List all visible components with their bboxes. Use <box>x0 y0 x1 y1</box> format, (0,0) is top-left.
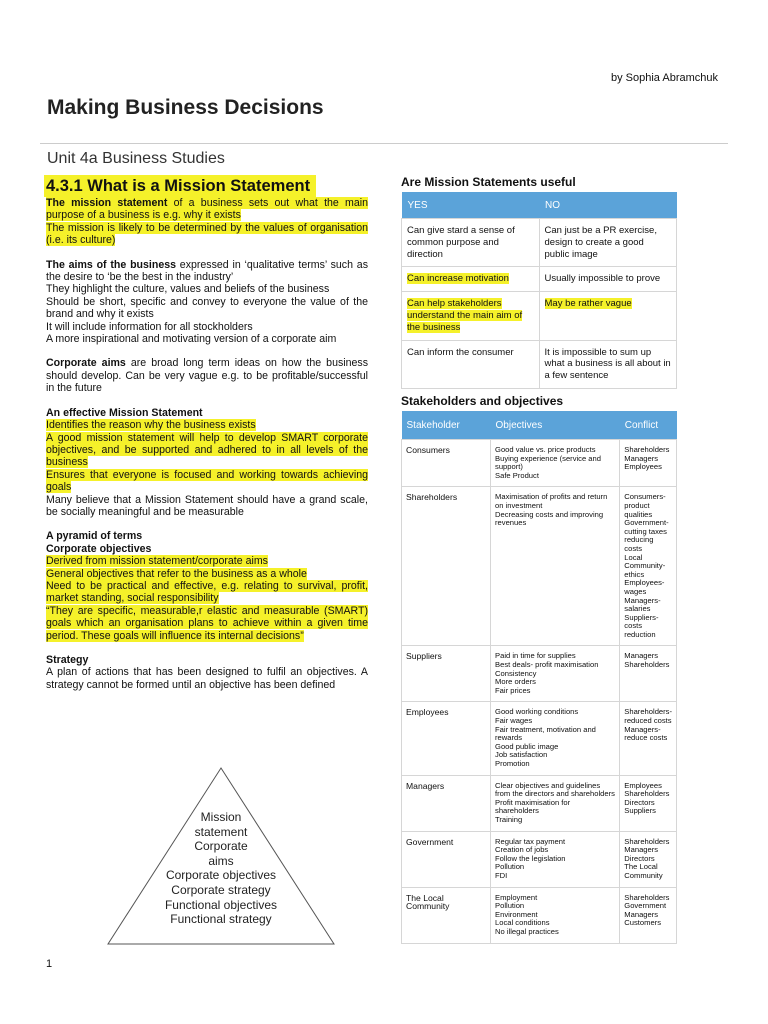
stakeholder-name: The Local Community <box>402 887 491 943</box>
pyramid-label: Corporate objectives <box>165 868 277 883</box>
pyramid-label: Corporate <box>194 839 248 854</box>
usefulness-yes-cell: Can inform the consumer <box>402 340 540 388</box>
cell-line: No illegal practices <box>495 926 559 936</box>
usefulness-no-cell: Usually impossible to prove <box>539 267 677 292</box>
unit-subtitle: Unit 4a Business Studies <box>47 150 225 167</box>
cell-line: Good working conditions <box>495 707 579 717</box>
usefulness-yes-cell: Can increase motivation <box>402 267 540 292</box>
stakeholder-conflict <box>620 702 677 775</box>
stakeholder-objectives <box>491 487 620 646</box>
cell-line: Pollution <box>495 901 525 911</box>
cell-line: Customers <box>624 918 662 928</box>
cell-line: Training <box>495 814 523 824</box>
cell-line: Profit maximisation for shareholders <box>495 797 571 816</box>
usefulness-row <box>402 219 677 267</box>
stakeholders-heading: Stakeholders and objectives <box>401 394 564 408</box>
stakeholder-name: Consumers <box>402 440 491 487</box>
stakeholder-conflict <box>620 887 677 943</box>
mission-definition: The mission statement of a business sets out what the main purpose of a business is e.g. why it exists <box>46 197 368 222</box>
cell-line: Employees <box>624 780 662 790</box>
stakeholder-objectives <box>491 887 620 943</box>
cell-line: Shareholders <box>624 789 670 799</box>
pyramid-label: Functional strategy <box>170 912 272 927</box>
stakeholder-objectives <box>491 831 620 887</box>
aims-line: Should be short, specific and convey to everyone the value of the brand and why it exists <box>46 295 368 321</box>
corporate-objectives-heading: Corporate objectives <box>46 542 152 555</box>
corporate-aims-definition: Corporate aims are broad long term ideas on how the business should develop. Can be very vague e.g. to be profitable/successful in the future <box>46 357 368 395</box>
effective-point: Identifies the reason why the business exists <box>46 419 256 432</box>
cell-line: Suppliers <box>624 806 656 816</box>
usefulness-no-cell: May be rather vague <box>539 292 677 340</box>
cell-line: Shareholders <box>624 445 670 454</box>
section-title: 4.3.1 What is a Mission Statement <box>44 175 316 197</box>
cell-line: Managers <box>624 453 659 463</box>
cell-line: Managers <box>624 909 659 919</box>
stakeholder-name: Shareholders <box>402 487 491 646</box>
stakeholder-conflict <box>620 775 677 831</box>
cell-line: Creation of jobs <box>495 845 549 855</box>
col-no: NO <box>539 192 677 219</box>
col-stakeholder: Stakeholder <box>402 411 491 440</box>
cell-line: Best deals- profit maximisation <box>495 660 599 670</box>
stakeholder-row <box>402 702 677 775</box>
pyramid-label: aims <box>208 853 234 868</box>
cell-line: Safe Product <box>495 470 539 480</box>
cell-line: Shareholders <box>624 660 670 670</box>
page-title: Making Business Decisions <box>47 96 324 119</box>
cell-line: FDI <box>495 870 508 880</box>
effective-point: A good mission statement will help to develop SMART corporate objectives, and be supported and adhered to in all levels of the business <box>46 431 368 469</box>
corporate-objectives-point: General objectives that refer to the business as a whole <box>46 567 307 580</box>
usefulness-row <box>402 267 677 292</box>
stakeholder-row <box>402 646 677 702</box>
stakeholder-conflict <box>620 831 677 887</box>
usefulness-yes-cell: Can give stard a sense of common purpose and direction <box>402 219 540 267</box>
cell-line: Managers <box>624 651 659 661</box>
col-conflict: Conflict <box>620 411 677 440</box>
usefulness-section <box>401 175 677 389</box>
cell-line: Job satisfaction <box>495 750 548 760</box>
cell-line: Fair prices <box>495 685 531 695</box>
effective-heading: An effective Mission Statement <box>46 406 203 419</box>
cell-line: Shareholders- reduced costs <box>624 707 672 726</box>
stakeholder-objectives <box>491 440 620 487</box>
pyramid-heading: A pyramid of terms <box>46 530 143 543</box>
stakeholder-name: Suppliers <box>402 646 491 702</box>
stakeholder-conflict <box>620 646 677 702</box>
stakeholder-objectives <box>491 775 620 831</box>
cell-line: Consumers- product qualities <box>624 492 666 519</box>
aims-line: They highlight the culture, values and beliefs of the business <box>46 283 330 296</box>
stakeholder-conflict <box>620 440 677 487</box>
usefulness-no-cell: Can just be a PR exercise, design to create a good public image <box>539 219 677 267</box>
author-byline: by Sophia Abramchuk <box>610 72 718 84</box>
cell-line: Managers- reduce costs <box>624 724 668 743</box>
stakeholder-row <box>402 487 677 646</box>
pyramid-labels <box>131 810 311 927</box>
cell-line: Suppliers- costs reduction <box>624 612 659 639</box>
mission-values: The mission is likely to be determined by the values of organisation (i.e. its culture) <box>46 221 368 247</box>
aims-definition: The aims of the business expressed in ‘qualitative terms’ such as the desire to ‘be the best in the industry’ <box>46 258 368 284</box>
cell-line: Local conditions <box>495 918 550 928</box>
pyramid-label: Corporate strategy <box>171 882 271 897</box>
stakeholder-objectives <box>491 646 620 702</box>
cell-line: Directors <box>624 853 655 863</box>
cell-line: Good value vs. price products <box>495 445 596 454</box>
stakeholder-row <box>402 775 677 831</box>
cell-line: Local Community- ethics <box>624 552 666 579</box>
cell-line: Maximisation of profits and return on investment <box>495 492 608 510</box>
strategy-definition: A plan of actions that has been designed to fulfil an objectives. A strategy cannot be formed until an objective has been defined <box>46 666 368 691</box>
cell-line: Employees <box>624 462 662 472</box>
cell-line: Employees-wages <box>624 578 665 596</box>
stakeholders-section <box>401 394 677 944</box>
usefulness-row <box>402 340 677 388</box>
cell-line: Shareholders <box>624 836 670 846</box>
cell-line: Pollution <box>495 862 525 872</box>
corporate-objectives-point: Derived from mission statement/corporate aims <box>46 555 268 568</box>
effective-point: Ensures that everyone is focused and working towards achieving goals <box>46 468 368 494</box>
cell-line: Good public image <box>495 741 559 751</box>
aims-line: A more inspirational and motivating version of a corporate aim <box>46 333 337 346</box>
cell-line: Buying experience (service and support) <box>495 453 601 472</box>
col-objectives: Objectives <box>491 411 620 440</box>
corporate-objectives-quote: “They are specific, measurable,r elastic and measurable (SMART) goals which an organisation plans to achieve within a given time period. These goals will influence its internal decisions” <box>46 604 368 642</box>
aims-line: It will include information for all stockholders <box>46 320 253 333</box>
stakeholders-table <box>401 411 677 944</box>
cell-line: Managers- salaries <box>624 595 661 614</box>
cell-line: Government- cutting taxes reducing costs <box>624 518 669 553</box>
header-divider <box>40 143 728 144</box>
cell-line: Government <box>624 901 667 911</box>
cell-line: Decreasing costs and improving revenues <box>495 509 604 528</box>
pyramid-label: Functional objectives <box>164 897 278 912</box>
stakeholder-name: Managers <box>402 775 491 831</box>
cell-line: Employment <box>495 892 538 902</box>
usefulness-yes-cell: Can help stakeholders understand the main aim of the business <box>402 292 540 340</box>
cell-line: Environment <box>495 909 538 919</box>
stakeholder-objectives <box>491 702 620 775</box>
cell-line: Directors <box>624 797 655 807</box>
left-column <box>46 175 368 691</box>
pyramid-label: statement <box>194 824 248 839</box>
stakeholder-name: Government <box>402 831 491 887</box>
effective-note: Many believe that a Mission Statement should have a grand scale, be socially meaningful and be measurable <box>46 493 368 518</box>
cell-line: Promotion <box>495 759 530 768</box>
cell-line: Fair wages <box>495 716 533 726</box>
pyramid-label: Mission <box>200 810 242 824</box>
cell-line: Follow the legislation <box>495 853 566 863</box>
cell-line: Clear objectives and guidelines from the directors and shareholders <box>495 780 615 799</box>
cell-line: The Local Community <box>624 862 663 880</box>
stakeholder-conflict <box>620 487 677 646</box>
cell-line: Managers <box>624 845 659 855</box>
corporate-objectives-point: Need to be practical and effective, e.g. relating to survival, profit, market standing, social responsibility <box>46 579 368 605</box>
cell-line: Regular tax payment <box>495 836 566 846</box>
usefulness-no-cell: It is impossible to sum up what a business is all about in a few sentence <box>539 340 677 388</box>
stakeholder-name: Employees <box>402 702 491 775</box>
usefulness-row <box>402 292 677 340</box>
cell-line: Paid in time for supplies <box>495 651 576 661</box>
strategy-heading: Strategy <box>46 654 89 666</box>
page-number: 1 <box>46 958 53 970</box>
usefulness-heading: Are Mission Statements useful <box>401 175 576 189</box>
cell-line: More orders <box>495 677 536 687</box>
cell-line: Consistency <box>495 668 537 678</box>
stakeholder-row <box>402 831 677 887</box>
usefulness-table <box>401 192 677 389</box>
cell-line: Shareholders <box>624 892 670 902</box>
cell-line: Fair treatment, motivation and rewards <box>495 724 596 743</box>
stakeholders-rows <box>402 440 677 944</box>
stakeholder-row <box>402 440 677 487</box>
col-yes: YES <box>402 192 540 219</box>
usefulness-rows <box>402 219 677 389</box>
stakeholder-row <box>402 887 677 943</box>
